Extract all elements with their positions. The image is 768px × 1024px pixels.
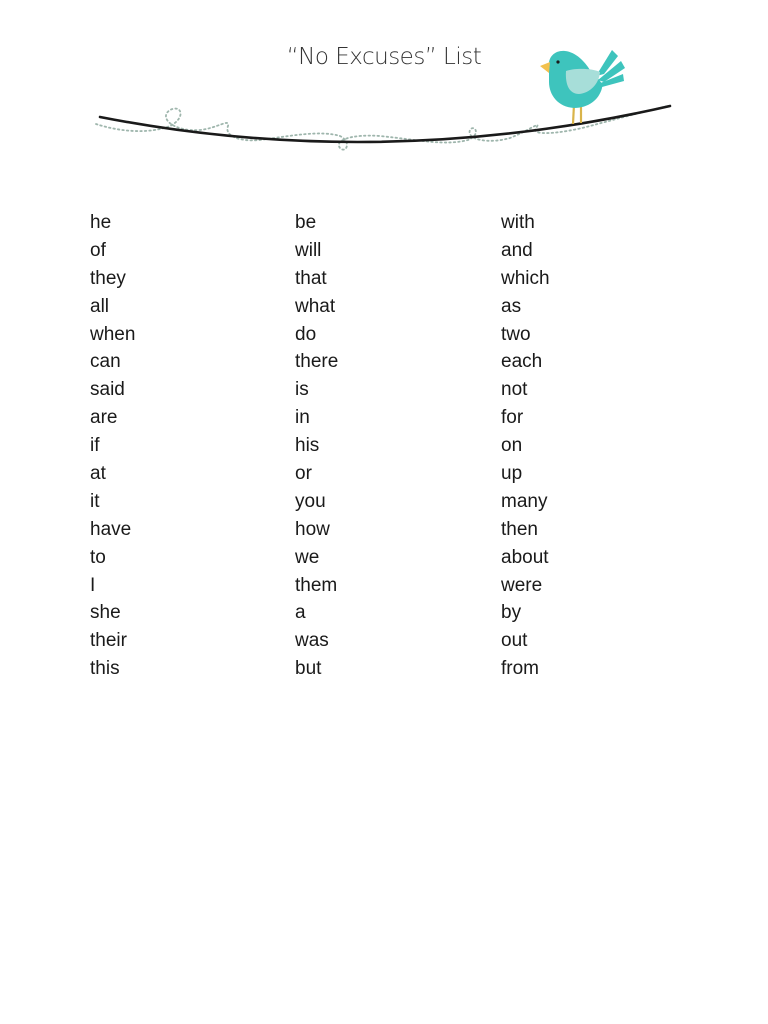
word-item: then (501, 518, 538, 540)
word-item: when (90, 323, 136, 345)
word-item: or (295, 463, 312, 485)
word-item: as (501, 295, 522, 317)
word-item: it (90, 490, 100, 512)
word-item: each (501, 351, 543, 373)
word-item: by (501, 602, 522, 624)
word-item: from (501, 658, 539, 680)
word-item: a (295, 602, 306, 624)
word-item: in (295, 407, 310, 429)
word-item: how (295, 518, 330, 540)
word-item: at (90, 463, 106, 485)
word-item: of (90, 239, 106, 261)
word-item: there (295, 351, 339, 373)
word-item: his (295, 435, 320, 457)
clothesline-icon (96, 106, 670, 150)
word-item: you (295, 490, 326, 512)
word-item: was (295, 630, 329, 652)
header-banner (0, 0, 768, 170)
word-item: up (501, 463, 523, 485)
word-item: we (295, 546, 320, 568)
word-item: about (501, 546, 549, 568)
word-item: with (501, 212, 535, 233)
word-item: if (90, 435, 100, 457)
word-item: be (295, 212, 317, 233)
word-item: said (90, 379, 125, 401)
word-item: but (295, 658, 322, 680)
word-item: out (501, 630, 528, 652)
word-item: to (90, 546, 106, 568)
word-column-3 (501, 209, 550, 683)
word-item: will (295, 239, 322, 261)
word-item: can (90, 351, 121, 373)
word-item: many (501, 490, 548, 512)
word-item: their (90, 630, 127, 652)
dotted-loops (96, 106, 668, 150)
word-column-2 (295, 209, 338, 683)
word-item: on (501, 435, 523, 457)
bird-icon (540, 50, 625, 124)
word-item: I (90, 574, 96, 596)
word-item: all (90, 295, 110, 317)
word-item: which (501, 267, 550, 289)
word-item: what (295, 295, 336, 317)
word-item: that (295, 267, 327, 289)
word-item: and (501, 239, 533, 261)
word-column-1 (90, 209, 135, 683)
word-item: them (295, 574, 338, 596)
word-list (90, 209, 730, 689)
word-item: are (90, 407, 118, 429)
word-item: she (90, 602, 121, 624)
word-item: two (501, 323, 531, 345)
word-item: do (295, 323, 317, 345)
word-item: this (90, 658, 120, 680)
word-item: not (501, 379, 528, 401)
page-title: “No Excuses” List (286, 44, 482, 70)
word-item: they (90, 267, 126, 289)
word-item: have (90, 518, 132, 540)
word-item: he (90, 212, 112, 233)
word-item: for (501, 407, 524, 429)
word-item: is (295, 379, 309, 401)
word-item: were (501, 574, 543, 596)
